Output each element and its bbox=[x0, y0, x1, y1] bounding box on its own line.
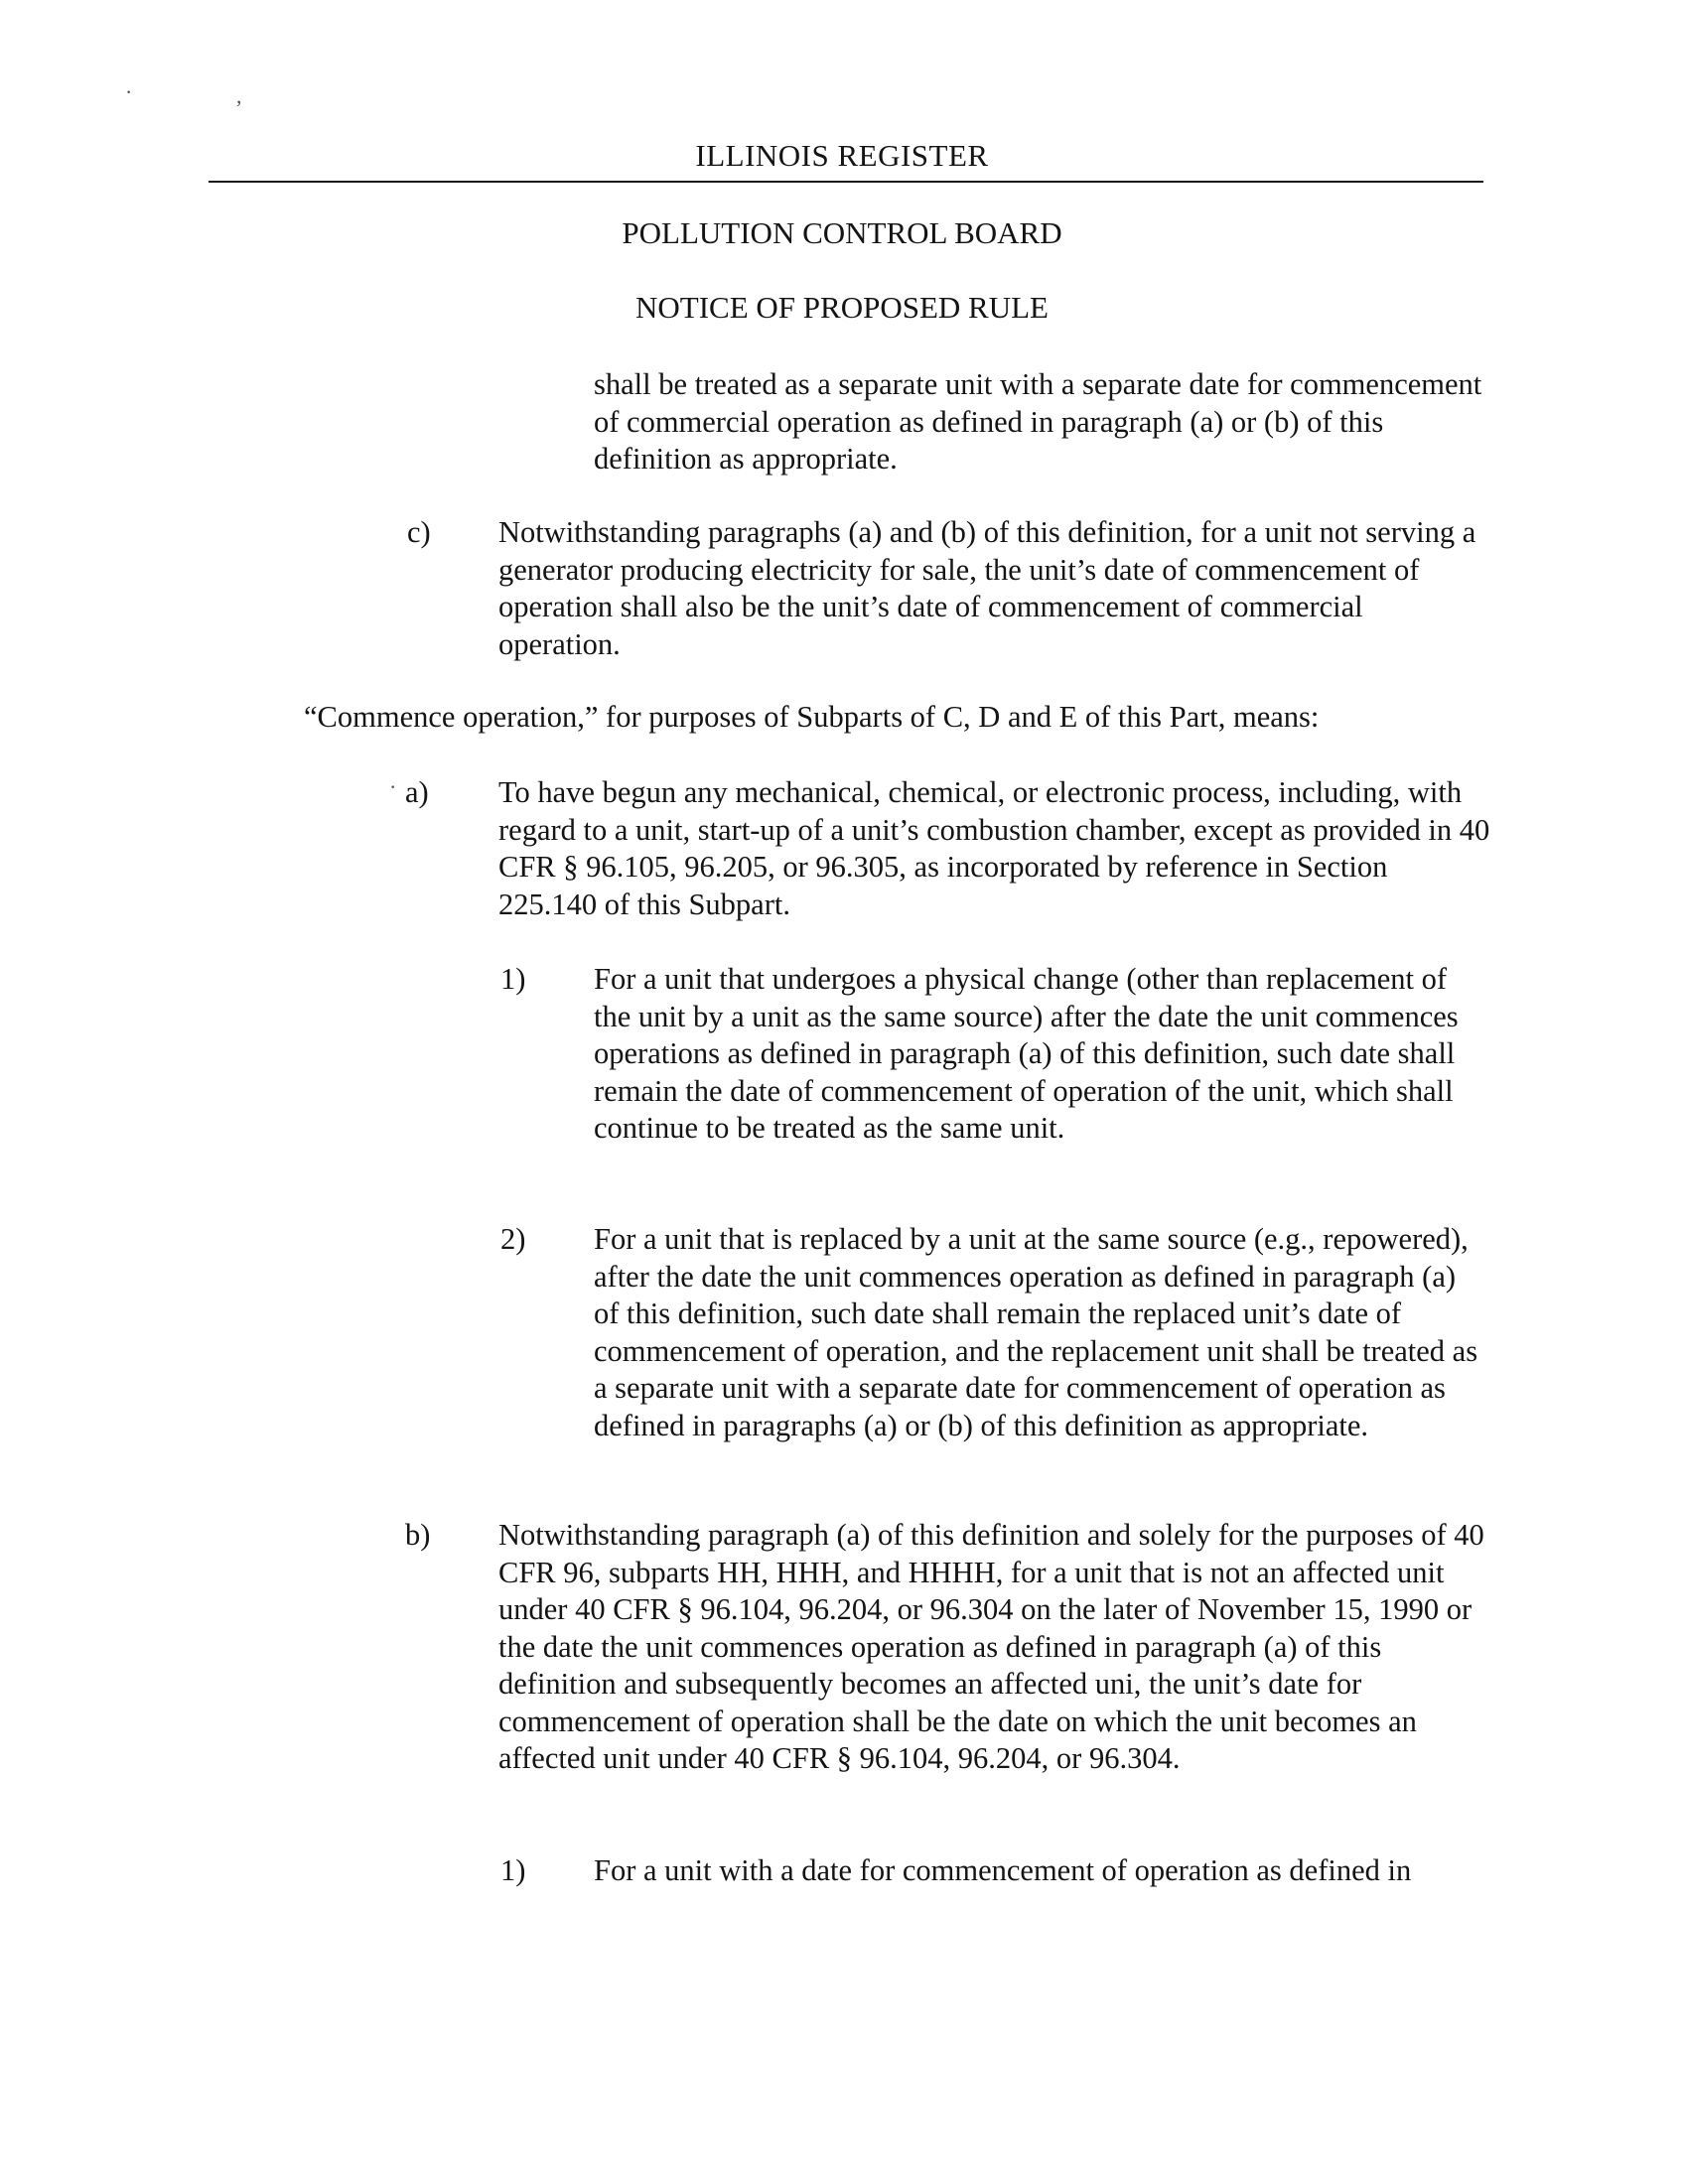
item-b-label: b) bbox=[405, 1518, 431, 1552]
item-b-sub-1-label: 1) bbox=[500, 1853, 526, 1887]
register-title: ILLINOIS REGISTER bbox=[695, 138, 989, 173]
notice-heading: NOTICE OF PROPOSED RULE bbox=[635, 290, 1049, 325]
scan-speck: · bbox=[125, 79, 133, 104]
item-c-text: Notwithstanding paragraphs (a) and (b) of this definition, for a unit not serving a generator producing electricity for sale, the unit’s date of commencement of operation shall also be the unit’s date of commencement of commercial operation. bbox=[498, 515, 1476, 661]
item-a-label: a) bbox=[405, 775, 429, 809]
scan-speck: · bbox=[389, 774, 397, 799]
item-a-sub-1-text: For a unit that undergoes a physical change (other than replacement of the unit by a unit as the same source) after the date the unit commences operations as defined in paragraph (a) of this definition, such date shall remain the date of commencement of operation of the unit, which shall continue to be treated as the same unit. bbox=[594, 962, 1459, 1145]
item-a-sub-2-text: For a unit that is replaced by a unit at the same source (e.g., repowered), after the date the unit commences operation as defined in paragraph (a) of this definition, such date shall remain the replaced unit’s date of commencement of operation, and the replacement unit shall be treated as a separate unit with a separate date for commencement of operation as defined in paragraphs (a) or (b) of this definition as appropriate. bbox=[594, 1222, 1478, 1442]
header-divider bbox=[209, 181, 1483, 183]
item-b-sub-1-text: For a unit with a date for commencement of operation as defined in bbox=[594, 1853, 1412, 1887]
scan-speck: , bbox=[236, 83, 242, 108]
item-a-sub-2-label: 2) bbox=[500, 1222, 526, 1256]
board-heading: POLLUTION CONTROL BOARD bbox=[622, 215, 1062, 250]
item-b-text: Notwithstanding paragraph (a) of this definition and solely for the purposes of 40 CFR 96, subparts HH, HHH, and HHHH, for a unit that is not an affected unit under 40 CFR § 96.104, 96.204, or 96.304 on the later of November 15, 1990 or the date the unit commences operation as defined in paragraph (a) of this definition and subsequently becomes an affected uni, the unit’s date for commencement of operation shall be the date on which the unit becomes an affected unit under 40 CFR § 96.104, 96.204, or 96.304. bbox=[498, 1518, 1484, 1775]
item-c-label: c) bbox=[407, 515, 431, 549]
item-a-text: To have begun any mechanical, chemical, or electronic process, including, with regard to a unit, start-up of a unit’s combustion chamber, except as provided in 40 CFR § 96.105, 96.205, or 96.305, as incorporated by reference in Section 225.140 of this Subpart. bbox=[498, 775, 1490, 921]
definition-intro: “Commence operation,” for purposes of Subparts of C, D and E of this Part, means: bbox=[304, 700, 1320, 734]
item-a-sub-1-label: 1) bbox=[500, 962, 526, 996]
continuation-paragraph: shall be treated as a separate unit with a separate date for commencement of commercial operation as defined in paragraph (a) or (b) of this definition as appropriate. bbox=[594, 367, 1482, 476]
